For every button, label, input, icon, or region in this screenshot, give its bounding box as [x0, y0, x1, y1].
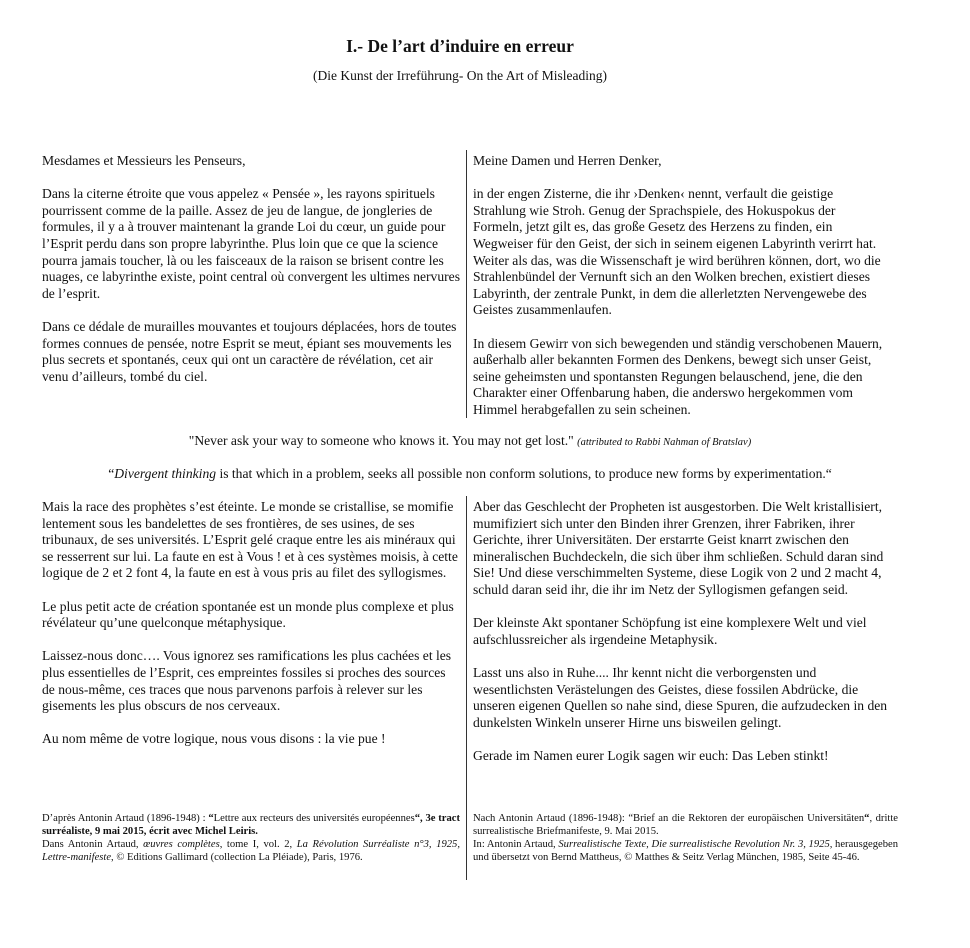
paragraph-french-2: Dans ce dédale de murailles mouvantes et toujours déplacées, hors de toutes formes connues de pensée, notre Esprit se meut, épiant ses mouvements les plus secrets et spontanés, ceux qui ont un caractère de révélation, cet air venu d’ailleurs, tombé du ciel. — [42, 318, 457, 384]
footnote-german-source — [473, 812, 898, 838]
paragraph-german-1: in der engen Zisterne, die ihr ›Denken‹ nennt, verfault die geistige Strahlung wie Stroh. Genug der Sprachspiele, des Hokuspokus der Formeln, jetzt gilt es, das große Gesetz des Herzens zu finden, ein Wegweiser für den Geist, der sich in seinem eigenen Labyrinth verirrt hat. Weiter als das, was die Wissenschaft je wird berühren können, dort, wo die Strahlenbündel der Vernunft sich an den Wolken brechen, existiert dieses Labyrinth, der zentrale Punkt, in dem die allerletzten Nervengewebe des Geistes zusammenlaufen. — [473, 186, 881, 318]
paragraph-french-1: Dans la citerne étroite que vous appelez « Pensée », les rayons spirituels pourrissent comme de la paille. Assez de jeu de langue, de jongleries de formules, il y a à trouver maintenant la grande Loi du cœur, un guide pour l’Esprit perdu dans son propre labyrinthe. Plus loin que ce que la science pourra jamais toucher, là ou les faisceaux de la raison se brisent contre les nuages, ce labyrinthe existe, point central où convergent les ultimes nervures de l’esprit. — [42, 186, 461, 301]
quote-emphasis: Divergent thinking — [114, 466, 217, 481]
footnote-french-volume: , tome I, vol. 2, — [219, 839, 297, 850]
footnote-french-edition-prefix: Dans Antonin Artaud, — [42, 839, 144, 850]
quote-rabbi-attribution: (attributed to Rabbi Nahman of Bratslav) — [577, 437, 752, 448]
paragraph-french-4: Le plus petit acte de création spontanée est un monde plus complexe et plus révélateur qu’une quelconque métaphysique. — [42, 598, 454, 631]
quote-rabbi — [0, 433, 940, 449]
footnote-german — [473, 812, 898, 864]
footnote-german-edition — [473, 838, 898, 864]
footnote-french-source-suffix: “, 3e tract surréaliste, 9 mai 2015, écrit avec Michel Leiris. — [42, 813, 460, 837]
footnote-german-source-prefix: Nach Antonin Artaud (1896-1948): “Brief an die Rektoren der europäischen Universitäten — [473, 813, 865, 824]
section2-french-column — [42, 499, 460, 748]
section1-german-column — [473, 153, 888, 419]
footnote-french-revue-title: La Révolution Surréaliste n°3, 1925, Lettre-manifeste — [42, 839, 460, 863]
quote-rabbi-text: "Never ask your way to someone who knows it. You may not get lost." — [188, 433, 574, 448]
footnote-french — [42, 812, 460, 864]
footnote-french-letter-title: Lettre aux recteurs des universités européennes — [213, 813, 415, 824]
paragraph-german-4: Der kleinste Akt spontaner Schöpfung ist eine komplexere Welt und viel aufschlussreicher als irgendeine Metaphysik. — [473, 615, 867, 647]
footnote-french-publisher: , © Editions Gallimard (collection La Pléiade), Paris, 1976. — [111, 852, 363, 863]
footnote-german-publisher: herausgegeben und übersetzt von Bernd Mattheus, © Matthes & Seitz Verlag München, 1985, Seite 45-46. — [473, 839, 898, 863]
footnote-french-quote-mark: “ — [208, 813, 214, 824]
paragraph-french-6: Au nom même de votre logique, nous vous disons : la vie pue ! — [42, 731, 386, 747]
document-subtitle: (Die Kunst der Irreführung- On the Art of Misleading) — [313, 68, 607, 83]
quote-rest: is that which in a problem, seeks all possible non conform solutions, to produce new forms by experimentation.“ — [216, 466, 832, 481]
footnote-french-source-prefix: D’après Antonin Artaud (1896-1948) : — [42, 813, 209, 824]
paragraph-french-5: Laissez-nous donc…. Vous ignorez ses ramifications les plus cachées et les plus essentielles de l’Esprit, ces empreintes fossiles si proches des sources de nous-même, ces traces que nous parvenons parfois à relever sur les gisements les plus obscurs de nos cerveaux. — [42, 648, 452, 714]
paragraph-german-5: Lasst uns also in Ruhe.... Ihr kennt nicht die verborgensten und wesentlichsten Verästelungen des Geistes, diese fossilen Abdrücke, die unseren eigenen Quellen so nahe sind, diese Spuren, die aufzudecken in den dunkelsten Winkeln unserer Hirne uns bisweilen gelingt. — [473, 664, 888, 730]
column-divider-bottom — [466, 496, 467, 880]
paragraph-german-2: In diesem Gewirr von sich bewegenden und ständig verschobenen Mauern, außerhalb aller bekannten Formen des Denkens, bewegt sich unser Geist, seine geheimsten und spontansten Regungen belauschend, jene, die den Charakter einer Offenbarung haben, die anderswo hergekommen vom Himmel herabgefallen zu sein scheinen. — [473, 335, 883, 417]
paragraph-german-3: Aber das Geschlecht der Propheten ist ausgestorben. Die Welt kristallisiert, mumifiziert sich unter den Binden ihrer Grenzen, ihrer Fabriken, ihrer Gerichte, ihrer Universitäten. Der erstarrte Geist knarrt zwischen den mineralischen Buchdeckeln, die sich über ihm schließen. Schuld daran sind Sie! Und diese verschimmelten Systeme, diese Logik von 2 und 2 macht 4, schuld daran seid ihr, die ihr im Netz der Syllogismen gefangen seid. — [473, 499, 884, 597]
footnote-german-quote-mark: “ — [864, 813, 870, 824]
paragraph-french-3: Mais la race des prophètes s’est éteinte. Le monde se cristallise, se momifie lentement sous les bandelettes de ses frontières, de ses usines, de ses tribunaux, de ses universités. L’Esprit gelé craque entre les ais minéraux qui se resserrent sur lui. La faute en est à Vous ! et à ces systèmes moisis, à cette logique de 2 et 2 font 4, la faute en est à vous pris au filet des syllogismes. — [42, 499, 458, 581]
salutation-french: Mesdames et Messieurs les Penseurs, — [42, 153, 246, 168]
footnote-french-source — [42, 812, 460, 838]
salutation-german: Meine Damen und Herren Denker, — [473, 153, 662, 168]
footnote-german-edition-prefix: In: Antonin Artaud, — [473, 839, 559, 850]
section2-german-column — [473, 499, 888, 765]
footnote-french-work-title: œuvres complètes — [143, 839, 220, 850]
quote-open-mark: “ — [108, 466, 115, 481]
paragraph-german-6: Gerade im Namen eurer Logik sagen wir euch: Das Leben stinkt! — [473, 747, 829, 763]
document-title: I.- De l’art d’induire en erreur — [346, 36, 574, 56]
quote-divergent-thinking — [0, 466, 940, 482]
footnote-german-work-title: Surrealistische Texte, Die surrealistische Revolution Nr. 3, 1925, — [558, 839, 833, 850]
column-divider-top — [466, 150, 467, 418]
section1-french-column — [42, 153, 460, 385]
footnote-german-source-suffix: , dritte surrealistische Briefmanifeste, 9. Mai 2015. — [473, 813, 898, 837]
footnote-french-edition — [42, 838, 460, 864]
